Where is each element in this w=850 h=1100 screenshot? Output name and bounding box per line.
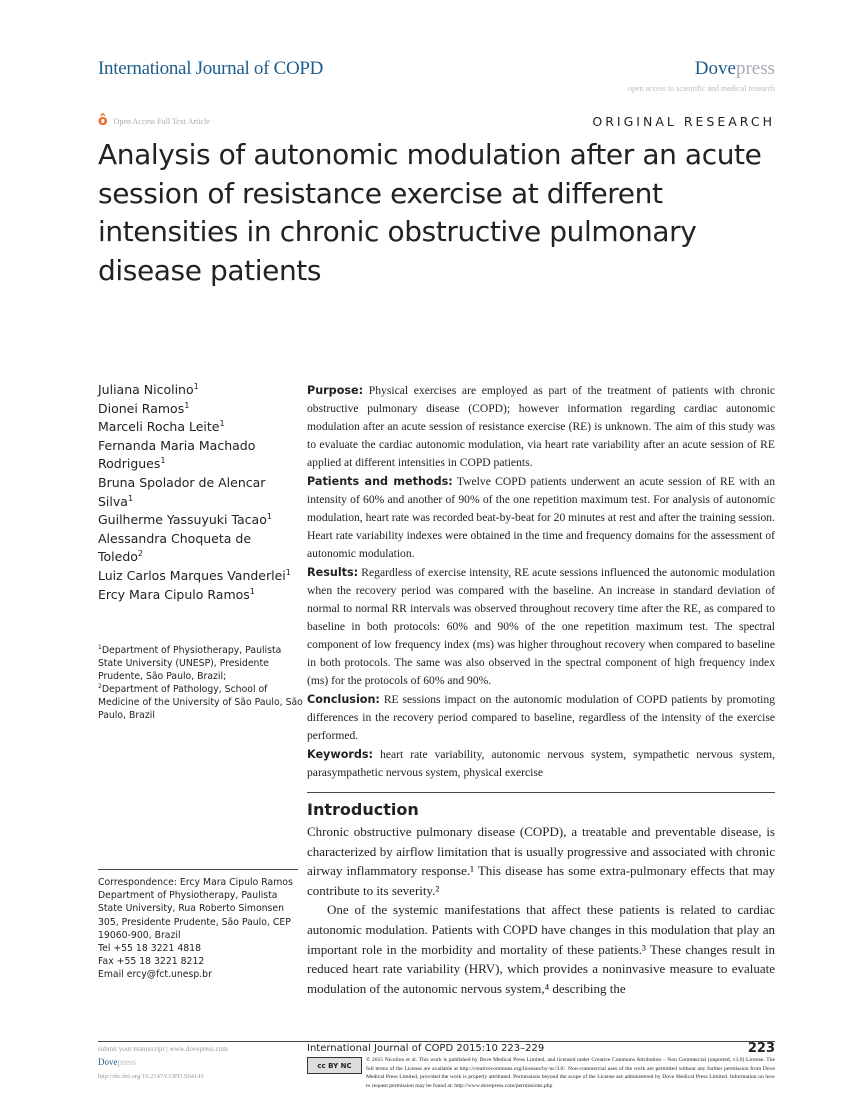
abstract-text: Twelve COPD patients underwent an acute session of RE with an intensity of 60% and another of 90% of the one repetition maximum test. For analysis of autonomic modulation, heart rate was recorded beat-by-beat for 20 minutes at rest and after the training session. Heart rate variability indexes were obtained in the time and frequency domains for the assessment of autonomic modulation.	[307, 475, 775, 560]
cc-license-badge: cc BY NC	[307, 1057, 362, 1074]
article-type: ORIGINAL RESEARCH	[592, 114, 775, 129]
author-name: Fernanda Maria Machado Rodrigues	[98, 437, 256, 472]
article-title: Analysis of autonomic modulation after an acute session of resistance exercise at different intensities in chronic obstructive pulmonary disease patients	[98, 138, 762, 287]
publisher-logo-a: Dove	[694, 58, 736, 79]
correspondence-line: Department of Physiotherapy, Paulista State University, Rua Roberto Simonsen 305, Presidente Prudente, São Paulo, CEP 19060-900, Brazil	[98, 890, 291, 941]
author	[98, 511, 298, 530]
abstract-label: Conclusion:	[307, 693, 380, 706]
abstract-label: Purpose:	[307, 384, 364, 397]
author	[98, 437, 298, 474]
abstract-label: Results:	[307, 566, 359, 579]
footer-publisher-logo	[98, 1057, 136, 1067]
author	[98, 567, 298, 586]
abstract	[307, 382, 775, 783]
author-affiliation-mark: 1	[219, 418, 225, 429]
author-name: Alessandra Choqueta de Toledo	[98, 530, 252, 565]
paragraph: Chronic obstructive pulmonary disease (COPD), a treatable and preventable disease, is characterized by airflow limitation that is usually progressive and associated with chronic airway inflammatory response.¹ This disease has some extra-pulmonary effects that may contribute to its severity.²	[307, 824, 775, 898]
abstract-section	[307, 691, 775, 745]
introduction-heading: Introduction	[307, 800, 419, 819]
introduction-body	[307, 822, 775, 998]
abstract-label: Patients and methods:	[307, 475, 453, 488]
author	[98, 474, 298, 511]
journal-name: International Journal of COPD	[98, 58, 324, 79]
abstract-text: Physical exercises are employed as part of the treatment of patients with chronic obstructive pulmonary disease (COPD); however information regarding cardiac autonomic modulation after an acute session of resistance exercise (RE) is unknown. The aim of this study was to evaluate the cardiac autonomic modulation, via heart rate variability after an acute session of RE applied at different intensities in COPD patients.	[307, 384, 775, 469]
submit-link[interactable]: submit your manuscript | www.dovepress.com	[98, 1045, 228, 1053]
correspondence-line: Correspondence: Ercy Mara Cipulo Ramos	[98, 877, 293, 888]
author-affiliation-mark: 1	[285, 566, 291, 577]
author-affiliation-mark: 1	[193, 380, 199, 391]
author	[98, 400, 298, 419]
abstract-label: Keywords:	[307, 748, 374, 761]
affiliation-mark: 2	[98, 682, 102, 690]
author-affiliation-mark: 2	[137, 548, 144, 559]
author-affiliation-mark: 1	[249, 585, 255, 596]
abstract-section	[307, 746, 775, 782]
author	[98, 418, 298, 437]
page-number: 223	[747, 1041, 775, 1056]
author-name: Guilherme Yassuyuki Tacao	[98, 512, 267, 528]
author-name: Luiz Carlos Marques Vanderlei	[98, 567, 286, 583]
author-affiliation-mark: 1	[184, 399, 190, 410]
author-affiliation-mark: 1	[160, 455, 166, 466]
abstract-section	[307, 473, 775, 563]
affiliations	[98, 644, 303, 722]
open-access-lock-icon: ô	[98, 113, 108, 129]
open-access-label	[98, 113, 210, 129]
footer-divider	[98, 1041, 775, 1042]
author-affiliation-mark: 1	[266, 511, 273, 521]
affiliation-mark: 1	[98, 643, 102, 651]
author-name: Dionei Ramos	[98, 400, 185, 416]
author	[98, 530, 298, 567]
correspondence-line: Email ercy@fct.unesp.br	[98, 969, 212, 981]
correspondence-line: Tel +55 18 3221 4818	[98, 943, 201, 955]
publisher-logo-b: press	[735, 58, 775, 79]
abstract-text: RE sessions impact on the autonomic modulation of COPD patients by promoting differences in the recovery period compared to baseline, regardless of the intensity of the exercise performed.	[307, 693, 775, 742]
author-name: Marceli Rocha Leite	[98, 419, 220, 435]
doi-link[interactable]: http://dx.doi.org/10.2147/COPD.S64145	[98, 1073, 204, 1080]
affiliation	[98, 683, 303, 722]
correspondence-line: Fax +55 18 3221 8212	[98, 956, 205, 968]
publisher-logo	[695, 58, 775, 80]
abstract-section	[307, 382, 775, 472]
license-text: © 2015 Nicolino et al. This work is published by Dove Medical Press Limited, and licensed under Creative Commons Attribution – Non Commercial (unported, v3.0) License. The full terms of the License are available at http://creativecommons.org/licenses/by-nc/3.0/. Non-commercial uses of the work are permitted without any further permission from Dove Medical Press Limited, provided the work is properly attributed. Permissions beyond the scope of the License are administered by Dove Medical Press Limited. Information on how to request permission may be found at: http://www.dovepress.com/permissions.php	[366, 1057, 775, 1090]
correspondence	[98, 876, 303, 982]
abstract-text: Regardless of exercise intensity, RE acute sessions influenced the autonomic modulation when the recovery period was compared with the baseline. An increase in standard deviation of normal to normal RR intervals was observed throughout recovery time after the RE, as compared to baseline in both protocols: 60% and 90% of the one repetition maximum test. The spectral component of low frequency index (ms) was higher throughout recovery when compared to baseline in both protocols. The same was also observed in the spectral component of high frequency index (ms) for the protocols of 60% and 90%.	[307, 566, 775, 687]
affiliation-text: Department of Physiotherapy, Paulista State University (UNESP), Presidente Prudente, São Paulo, Brazil;	[98, 645, 282, 682]
footer-logo-a: Dove	[98, 1057, 118, 1067]
citation: International Journal of COPD 2015:10 223–229	[307, 1043, 545, 1054]
open-access-text: Open Access Full Text Article	[113, 116, 210, 126]
author-name: Ercy Mara Cipulo Ramos	[98, 586, 250, 602]
affiliation-text: Department of Pathology, School of Medicine of the University of São Paulo, São Paulo, Brazil	[98, 684, 303, 721]
abstract-section	[307, 564, 775, 690]
paragraph: One of the systemic manifestations that affect these patients is related to cardiac autonomic modulation. Patients with COPD have changes in this modulation that play an important role in the morbidity and mortality of these patients.³ These changes result in reduced heart rate variability (HRV), which provides a noninvasive measure to evaluate modulation of the autonomic nervous system,⁴ describing the	[307, 902, 775, 996]
author-affiliation-mark: 1	[127, 492, 134, 503]
author-name: Juliana Nicolino	[98, 382, 194, 397]
author	[98, 381, 298, 400]
footer-logo-b: press	[117, 1057, 136, 1067]
author	[98, 586, 298, 605]
affiliation	[98, 644, 303, 683]
author-name: Bruna Spolador de Alencar Silva	[98, 474, 266, 509]
abstract-text: heart rate variability, autonomic nervous system, sympathetic nervous system, parasympathetic nervous system, physical exercise	[307, 748, 776, 779]
publisher-tagline: open access to scientific and medical research	[627, 84, 775, 93]
divider	[98, 869, 298, 870]
divider	[307, 792, 775, 793]
author-list	[98, 381, 298, 604]
